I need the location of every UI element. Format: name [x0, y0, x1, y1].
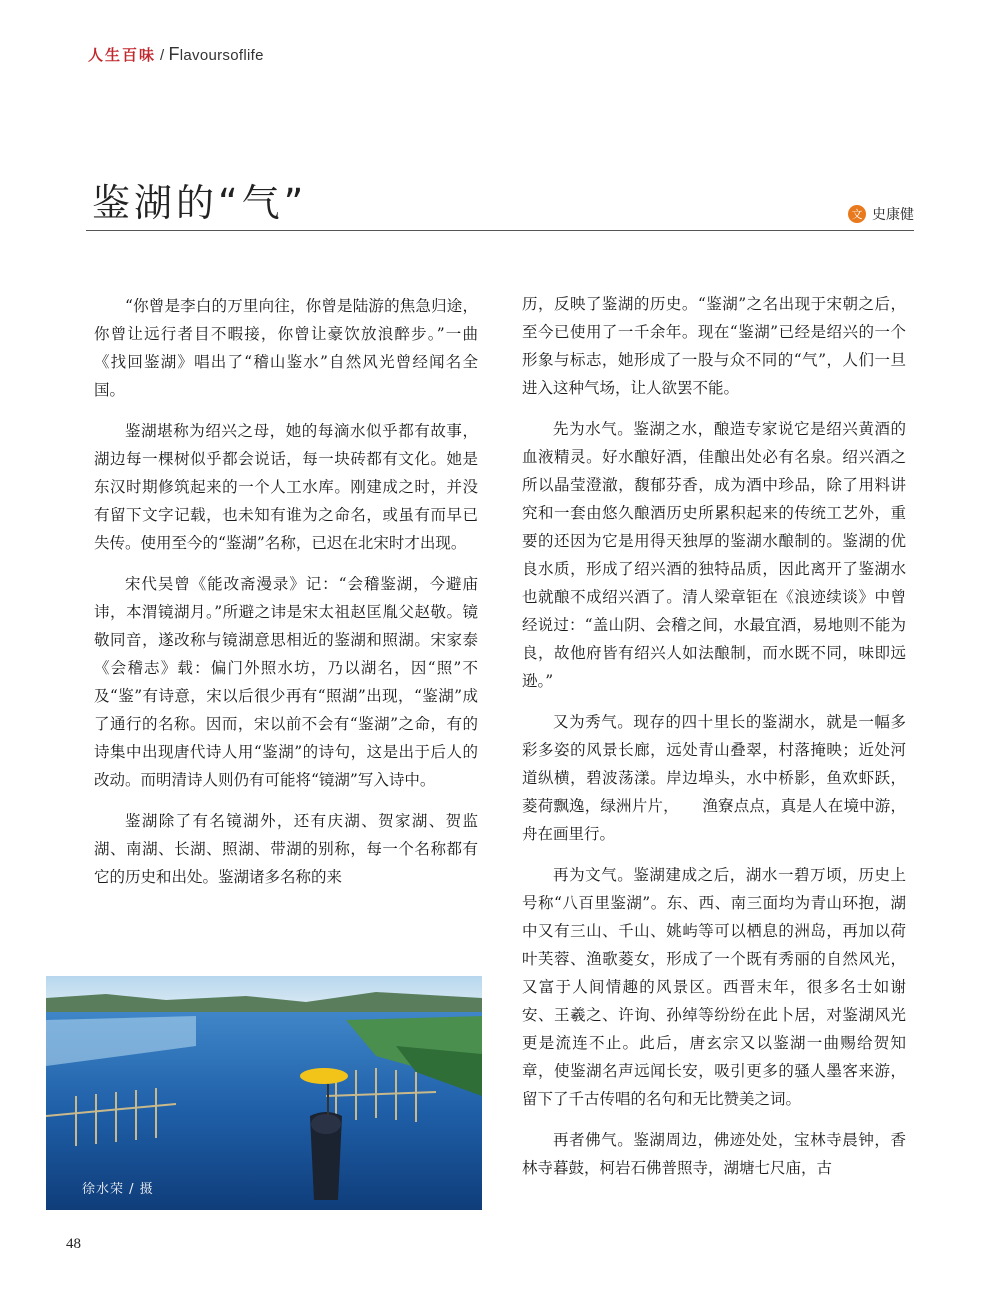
lake-photo-illustration [46, 976, 482, 1210]
right-column [522, 290, 906, 1195]
section-slash: / [160, 47, 165, 64]
paragraph-continuation: 历，反映了鉴湖的历史。“鉴湖”之名出现于宋朝之后，至今已使用了一千余年。现在“鉴湖”已经是绍兴的一个形象与标志，她形成了一股与众不同的“气”，人们一旦进入这种气场，让人欲罢不能。 [522, 295, 906, 397]
section-title-en-cap: F [168, 44, 180, 64]
paragraph: 鉴湖除了有名镜湖外，还有庆湖、贺家湖、贺监湖、南湖、长湖、照湖、带湖的别称，每一个名称都有它的历史和出处。鉴湖诸多名称的来 [94, 812, 478, 886]
author-badge-icon: 文 [848, 205, 866, 223]
paragraph: “你曾是李白的万里向往，你曾是陆游的焦急归途，你曾让远行者目不暇接，你曾让豪饮放浪醉步。”一曲《找回鉴湖》唱出了“稽山鉴水”自然风光曾经闻名全国。 [94, 297, 478, 399]
boat-canopy [311, 1114, 341, 1134]
page-number: 48 [66, 1236, 81, 1252]
yellow-umbrella-icon [300, 1068, 348, 1084]
paragraph: 宋代吴曾《能改斋漫录》记：“会稽鉴湖，今避庙讳，本渭镜湖月。”所避之讳是宋太祖赵匡胤父赵敬。镜敬同音，遂改称与镜湖意思相近的鉴湖和照湖。宋家泰《会稽志》载：偏门外照水坊，乃以湖名，因“照”不及“鉴”有诗意，宋以后很少再有“照湖”出现，“鉴湖”成了通行的名称。因而，宋以前不会有“鉴湖”之命，有的诗集中出现唐代诗人用“鉴湖”的诗句，这是出于后人的改动。而明清诗人则仍有可能将“镜湖”写入诗中。 [94, 575, 478, 789]
section-title-en [168, 44, 264, 64]
author-name: 史康健 [872, 207, 914, 223]
byline [848, 204, 914, 224]
paragraph: 又为秀气。现存的四十里长的鉴湖水，就是一幅多彩多姿的风景长廊，远处青山叠翠，村落掩映；近处河道纵横，碧波荡漾。岸边埠头，水中桥影，鱼欢虾跃，菱荷飘逸，绿洲片片， 渔寮点点，真是人在境中游，舟在画里行。 [522, 713, 906, 843]
section-title-cn: 人生百味 [88, 47, 157, 64]
section-header [88, 44, 264, 65]
paragraph: 先为水气。鉴湖之水，酿造专家说它是绍兴黄酒的血液精灵。好水酿好酒，佳酿出处必有名泉。绍兴酒之所以晶莹澄澈，馥郁芬香，成为酒中珍品，除了用料讲究和一套由悠久酿酒历史所累积起来的传统工艺外，重要的还因为它是用得天独厚的鉴湖水酿制的。鉴湖的优良水质，形成了绍兴酒的独特品质，因此离开了鉴湖水也就酿不成绍兴酒了。清人梁章钜在《浪迹续谈》中曾经说过：“盖山阴、会稽之间，水最宜酒，易地则不能为良，故他府皆有绍兴人如法酿制，而水既不同，味即远逊。” [522, 420, 906, 690]
article-title: 鉴湖的“气” [92, 181, 308, 225]
title-divider [86, 230, 914, 231]
photo-credit: 徐水荣 / 摄 [82, 1182, 154, 1197]
left-column [94, 292, 478, 904]
section-title-en-rest: lavoursoflife [179, 47, 264, 64]
lake-photo [46, 976, 482, 1210]
paragraph: 再者佛气。鉴湖周边，佛迹处处，宝林寺晨钟，香林寺暮鼓，柯岩石佛普照寺，湖塘七尺庙，古 [522, 1131, 906, 1177]
paragraph: 再为文气。鉴湖建成之后，湖水一碧万顷，历史上号称“八百里鉴湖”。东、西、南三面均为青山环抱，湖中又有三山、千山、姚屿等可以栖息的洲岛，再加以荷叶芙蓉、渔歌菱女，形成了一个既有秀丽的自然风光，又富于人间情趣的风景区。西晋末年，很多名士如谢安、王羲之、许询、孙绰等纷纷在此卜居，对鉴湖风光更是流连不止。此后，唐玄宗又以鉴湖一曲赐给贺知章，使鉴湖名声远闻长安，吸引更多的骚人墨客来游，留下了千古传唱的名句和无比赞美之词。 [522, 866, 906, 1108]
paragraph: 鉴湖堪称为绍兴之母，她的每滴水似乎都有故事，湖边每一棵树似乎都会说话，每一块砖都有文化。她是东汉时期修筑起来的一个人工水库。刚建成之时，并没有留下文字记载，也未知有谁为之命名，或虽有而早已失传。使用至今的“鉴湖”名称，已迟在北宋时才出现。 [94, 422, 478, 552]
